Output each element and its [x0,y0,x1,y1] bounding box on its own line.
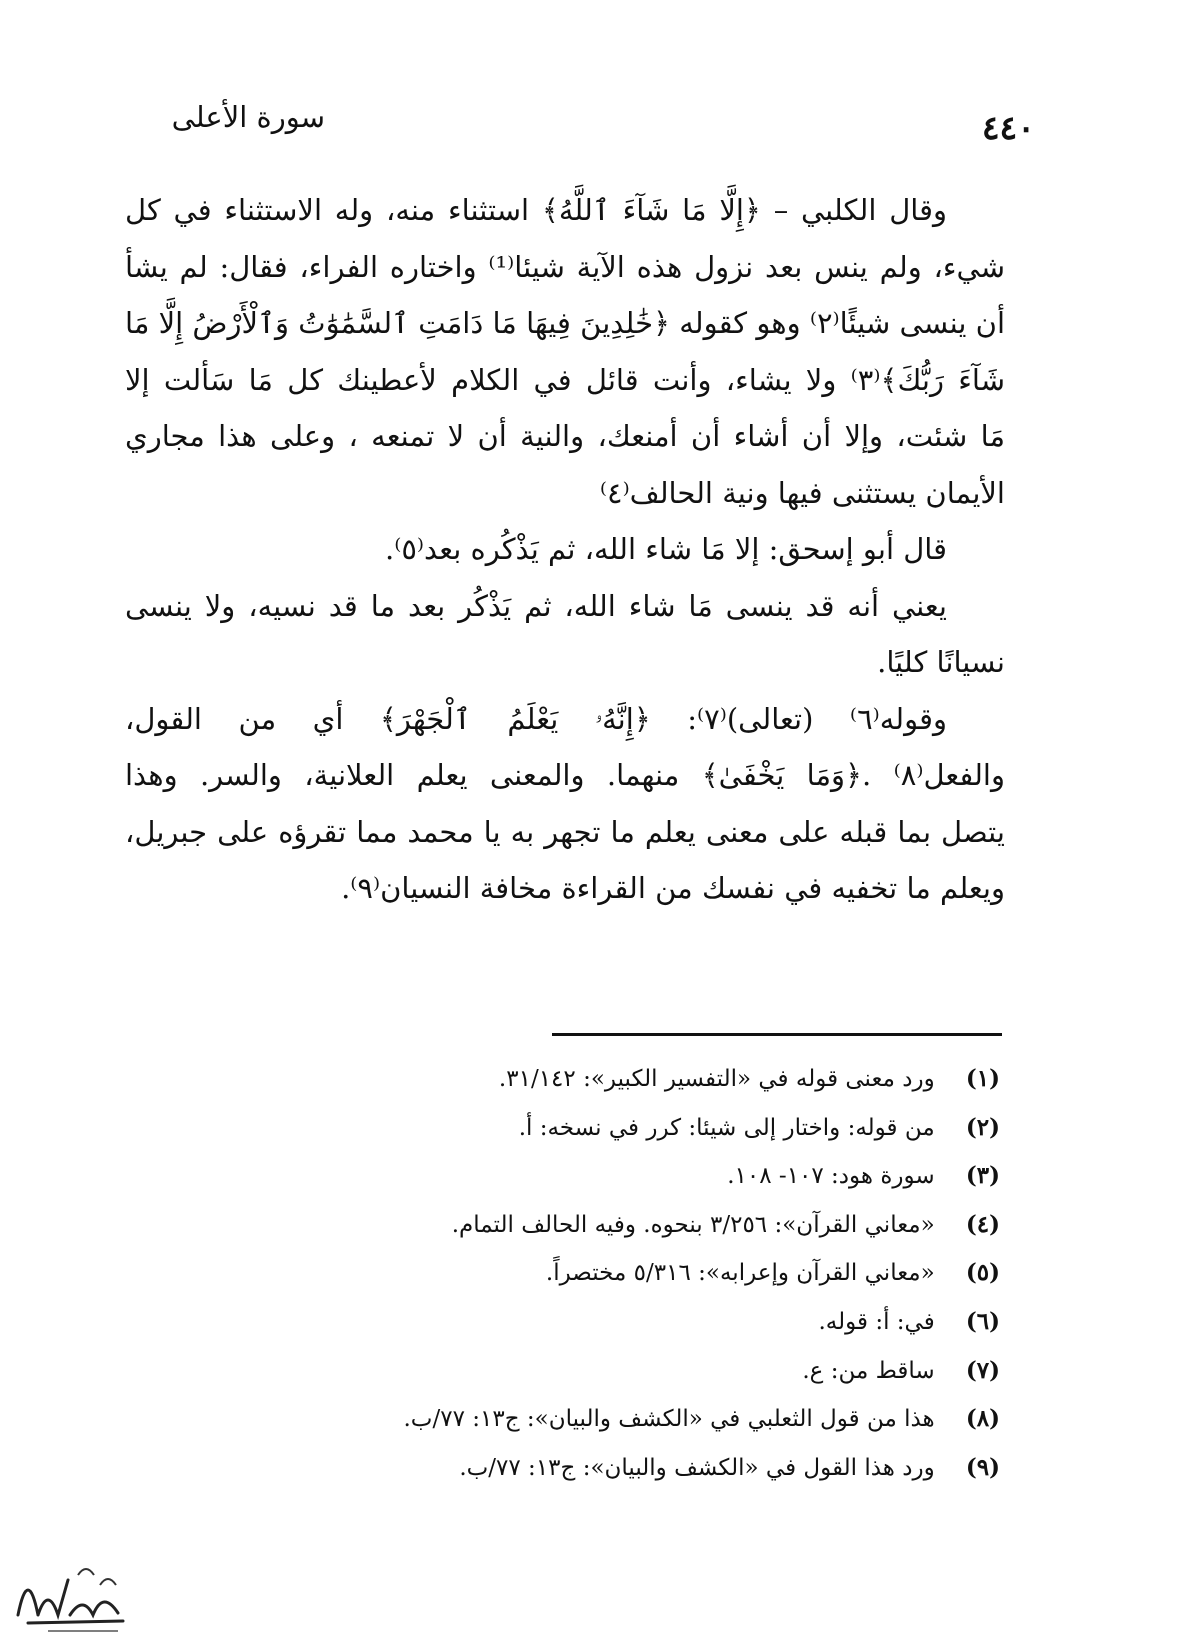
footnote [300,1104,1000,1153]
footnote [300,1201,1000,1250]
footnote-number: (٧) [965,1356,1000,1384]
footnote-number: (١) [965,1065,1000,1092]
library-stamp-logo [8,1545,133,1640]
footnote-text: «معاني القرآن وإعرابه»: ٥/٣١٦ مختصراً. [545,1260,935,1287]
footnote-number: (٦) [965,1307,1000,1335]
footnote-text: من قوله: واختار إلى شيئا: كرر في نسخه: أ. [518,1114,935,1141]
footnote-number: (٣) [965,1162,1000,1190]
footnote-number: (٢) [965,1113,1000,1141]
footnote [300,1395,1000,1444]
footnote [300,1347,1000,1396]
footnote-number: (٩) [965,1453,1000,1481]
footnote-text: هذا من قول الثعلبي في «الكشف والبيان»: ج١٣: ٧٧/ب. [403,1406,935,1433]
footnote-text: في: أ: قوله. [818,1308,935,1335]
footnote-separator [552,1033,1002,1036]
text-line: يتصل بما قبله على معنى يعلم ما تجهر به يا محمد مما تقرؤه على جبريل، [125,814,1005,849]
running-title: سورة الأعلى [171,100,325,134]
footnote [300,1298,1000,1347]
text-line: أن ينسى شيئًا⁽٢⁾ وهو كقوله ﴿خَٰلِدِينَ فِيهَا مَا دَامَتِ ٱلسَّمَٰوَٰتُ وَٱلْأَرْضُ إِلَّا مَا [125,306,1005,340]
text-line: وقوله⁽٦⁾ (تعالى)⁽٧⁾: ﴿إِنَّهُۥ يَعْلَمُ ٱلْجَهْرَ﴾ أي من القول، [125,701,947,736]
text-line: ويعلم ما تخفيه في نفسك من القراءة مخافة النسيان⁽٩⁾. [341,871,1005,905]
text-line: يعني أنه قد ينسى مَا شاء الله، ثم يَذْكُر بعد ما قد نسيه، ولا ينسى [125,588,947,623]
footnote-text: «معاني القرآن»: ٣/٢٥٦ بنحوه. وفيه الحالف التمام. [451,1211,935,1238]
text-line: وقال الكلبي – ﴿إِلَّا مَا شَآءَ ٱللَّهُ﴾ استثناء منه، وله الاستثناء في كل [125,193,947,227]
footnote-text: سورة هود: ١٠٧- ١٠٨. [727,1163,935,1190]
page-number: ٤٤٠ [981,108,1035,147]
text-line: قال أبو إسحق: إلا مَا شاء الله، ثم يَذْكُره بعد⁽٥⁾. [384,532,947,566]
footnotes [300,1055,1000,1492]
text-line: مَا شئت، وإلا أن أشاء أن أمنعك، والنية أن لا تمنعه ، وعلى هذا مجاري [125,419,1005,453]
footnote [300,1055,1000,1104]
text-line: نسيانًا كليًا. [877,645,1005,679]
main-text [125,182,1005,917]
text-line: والفعل⁽٨⁾ .﴿وَمَا يَخْفَىٰ﴾ منهما. والمعنى يعلم العلانية، والسر. وهذا [125,758,1005,792]
footnote-number: (٨) [965,1405,1000,1433]
footnote-text: ورد معنى قوله في «التفسير الكبير»: ٣١/١٤٢. [498,1066,935,1092]
footnote-number: (٤) [965,1210,1000,1238]
footnote [300,1152,1000,1201]
footnote [300,1444,1000,1493]
text-line: الأيمان يستثنى فيها ونية الحالف⁽٤⁾ [599,475,1005,510]
footnote [300,1249,1000,1298]
text-line: شَآءَ رَبُّكَ﴾⁽٣⁾ ولا يشاء، وأنت قائل في الكلام لأعطينك كل مَا سَألت إلا [125,362,1005,397]
footnote-text: ورد هذا القول في «الكشف والبيان»: ج١٣: ٧٧/ب. [459,1454,935,1481]
footnote-number: (٥) [965,1259,1000,1287]
text-line: شيء، ولم ينس بعد نزول هذه الآية شيئا⁽¹⁾ واختاره الفراء، فقال: لم يشأ [125,249,1005,284]
footnote-text: ساقط من: ع. [802,1357,935,1384]
